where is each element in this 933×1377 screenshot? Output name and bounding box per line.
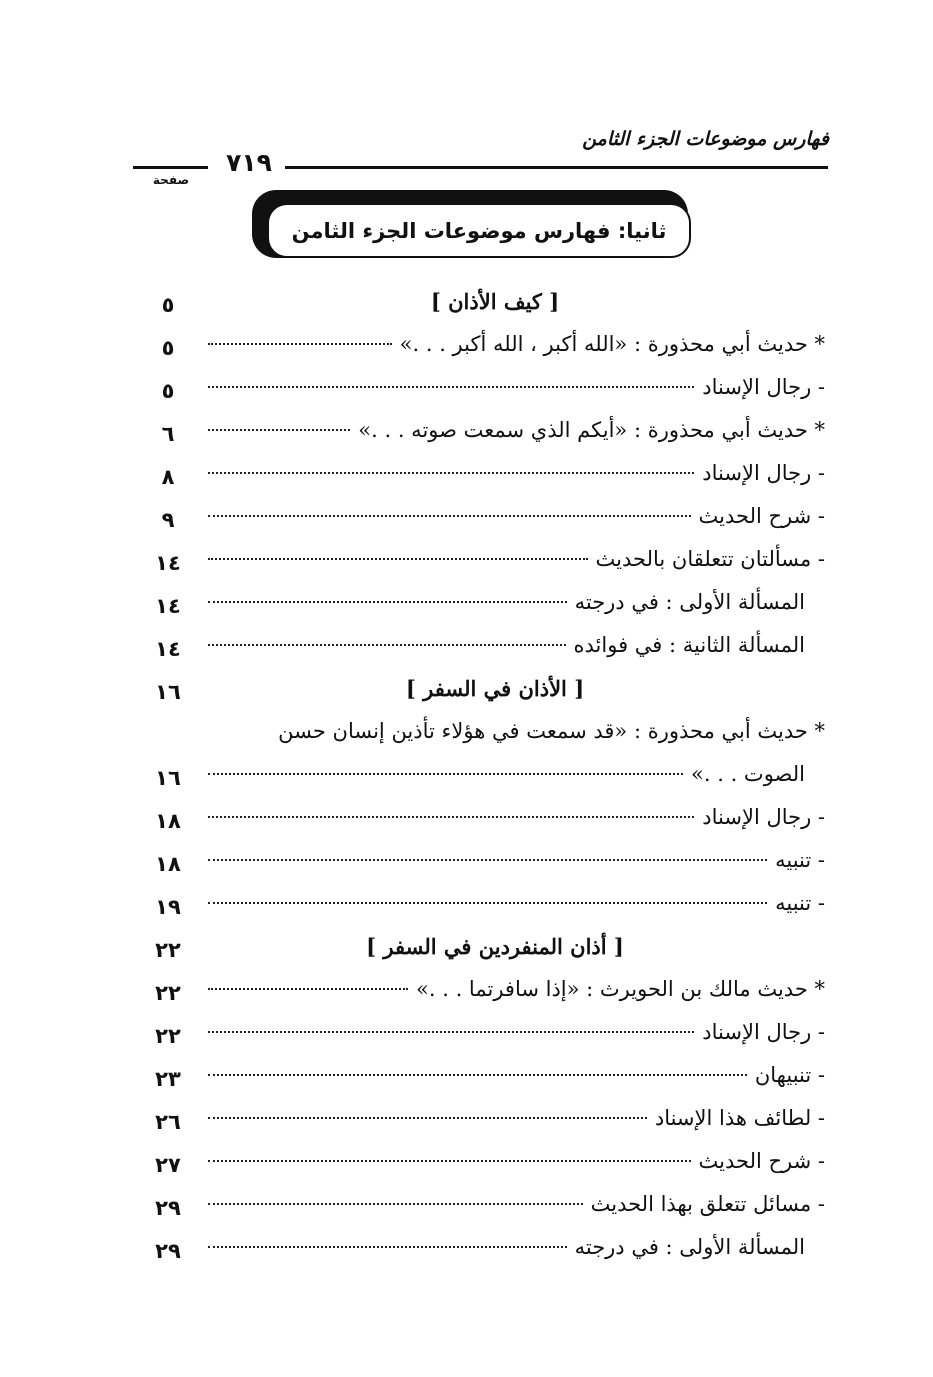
toc-entry — [150, 543, 840, 586]
toc-page-number: ٥ — [161, 293, 175, 317]
leader-dots — [208, 901, 767, 904]
toc-entry — [150, 715, 840, 758]
toc-heading — [150, 930, 840, 973]
toc-entry-text: المسألة الأولى : في درجته — [574, 1235, 805, 1259]
toc-page-number: ٦ — [161, 422, 175, 446]
toc-subentry — [150, 1231, 840, 1274]
leader-dots — [208, 1116, 647, 1119]
toc-entry-text: المسألة الأولى : في درجته — [574, 590, 805, 614]
toc-entry — [150, 887, 840, 930]
toc-page-number: ١٩ — [155, 895, 181, 919]
leader-dots — [208, 1202, 583, 1205]
running-header-title: فهارس موضوعات الجزء الثامن — [582, 128, 829, 150]
toc-page-number: ١٤ — [155, 551, 181, 575]
toc-entry-text: الصوت . . .» — [691, 762, 805, 786]
header-rule-short — [133, 166, 208, 169]
toc-page-number: ٢٦ — [155, 1110, 181, 1134]
toc-entry-text: - شرح الحديث — [698, 504, 825, 528]
toc-entry — [150, 1059, 840, 1102]
toc-entry — [150, 1145, 840, 1188]
toc-page-number: ٢٧ — [155, 1153, 181, 1177]
toc-page-number: ٥ — [161, 336, 175, 360]
toc-entry — [150, 1102, 840, 1145]
toc-entry-text: - شرح الحديث — [698, 1149, 825, 1173]
toc-entry — [150, 457, 840, 500]
toc-entry — [150, 1016, 840, 1059]
toc-entry — [150, 973, 840, 1016]
page-column-label: صفحة — [152, 173, 190, 187]
toc-entry-text: - رجال الإسناد — [702, 805, 825, 829]
leader-dots — [208, 1030, 694, 1033]
leader-dots — [208, 987, 408, 990]
leader-dots — [208, 600, 567, 603]
toc-subentry — [150, 629, 840, 672]
toc-entry — [150, 328, 840, 371]
leader-dots — [208, 514, 691, 517]
toc-entry-text: - تنبيهان — [754, 1063, 825, 1087]
toc-entry — [150, 801, 840, 844]
table-of-contents — [150, 285, 840, 1274]
leader-dots — [208, 1245, 567, 1248]
leader-dots — [208, 342, 392, 345]
toc-page-number: ٩ — [161, 508, 175, 532]
toc-page-number: ٢٩ — [155, 1239, 181, 1263]
toc-page-number: ٢٣ — [155, 1067, 181, 1091]
toc-heading — [150, 285, 840, 328]
title-box — [267, 203, 691, 258]
leader-dots — [208, 1073, 747, 1076]
toc-page-number: ٨ — [161, 465, 175, 489]
toc-entry-text: * حديث أبي محذورة : «أيكم الذي سمعت صوته . . .» — [358, 418, 825, 442]
toc-entry-text: * حديث مالك بن الحويرث : «إذا سافرتما . . .» — [416, 977, 825, 1001]
leader-dots — [208, 428, 350, 431]
toc-heading — [150, 672, 840, 715]
toc-page-number: ١٤ — [155, 637, 181, 661]
toc-entry — [150, 500, 840, 543]
toc-entry-text: - لطائف هذا الإسناد — [654, 1106, 825, 1130]
toc-subentry — [150, 586, 840, 629]
toc-entry-text: [ كيف الأذان ] — [430, 289, 560, 314]
toc-page-number: ٢٢ — [155, 1024, 181, 1048]
toc-page-number: ١٤ — [155, 594, 181, 618]
toc-entry-text: [ أذان المنفردين في السفر ] — [366, 934, 624, 959]
toc-page-number: ١٦ — [155, 680, 181, 704]
toc-page-number: ٢٢ — [155, 981, 181, 1005]
leader-dots — [208, 772, 683, 775]
section-title: ثانيا: فهارس موضوعات الجزء الثامن — [291, 218, 667, 243]
toc-entry-text: * حديث أبي محذورة : «قد سمعت في هؤلاء تأذين إنسان حسن — [278, 719, 825, 743]
toc-page-number: ١٦ — [155, 766, 181, 790]
toc-entry — [150, 844, 840, 887]
toc-entry-text: - مسألتان تتعلقان بالحديث — [595, 547, 825, 571]
header-rule — [285, 166, 828, 169]
toc-entry-text: - تنبيه — [775, 848, 825, 872]
leader-dots — [208, 471, 694, 474]
toc-entry-text: المسألة الثانية : في فوائده — [573, 633, 805, 657]
toc-entry-text: - رجال الإسناد — [702, 375, 825, 399]
leader-dots — [208, 385, 694, 388]
toc-page-number: ١٨ — [155, 809, 181, 833]
leader-dots — [208, 858, 767, 861]
leader-dots — [208, 1159, 691, 1162]
toc-page-number: ١٨ — [155, 852, 181, 876]
toc-entry-text: * حديث أبي محذورة : «الله أكبر ، الله أكبر . . .» — [399, 332, 825, 356]
page-number: ٧١٩ — [226, 148, 272, 177]
leader-dots — [208, 815, 694, 818]
toc-page-number: ٢٢ — [155, 938, 181, 962]
toc-entry — [150, 414, 840, 457]
toc-entry-text: - رجال الإسناد — [702, 461, 825, 485]
toc-entry — [150, 371, 840, 414]
leader-dots — [208, 643, 566, 646]
toc-page-number: ٢٩ — [155, 1196, 181, 1220]
toc-entry-continuation — [150, 758, 840, 801]
toc-entry-text: - رجال الإسناد — [702, 1020, 825, 1044]
toc-entry-text: [ الأذان في السفر ] — [405, 676, 585, 701]
toc-entry — [150, 1188, 840, 1231]
leader-dots — [208, 557, 588, 560]
toc-entry-text: - تنبيه — [775, 891, 825, 915]
toc-entry-text: - مسائل تتعلق بهذا الحديث — [590, 1192, 825, 1216]
toc-page-number: ٥ — [161, 379, 175, 403]
